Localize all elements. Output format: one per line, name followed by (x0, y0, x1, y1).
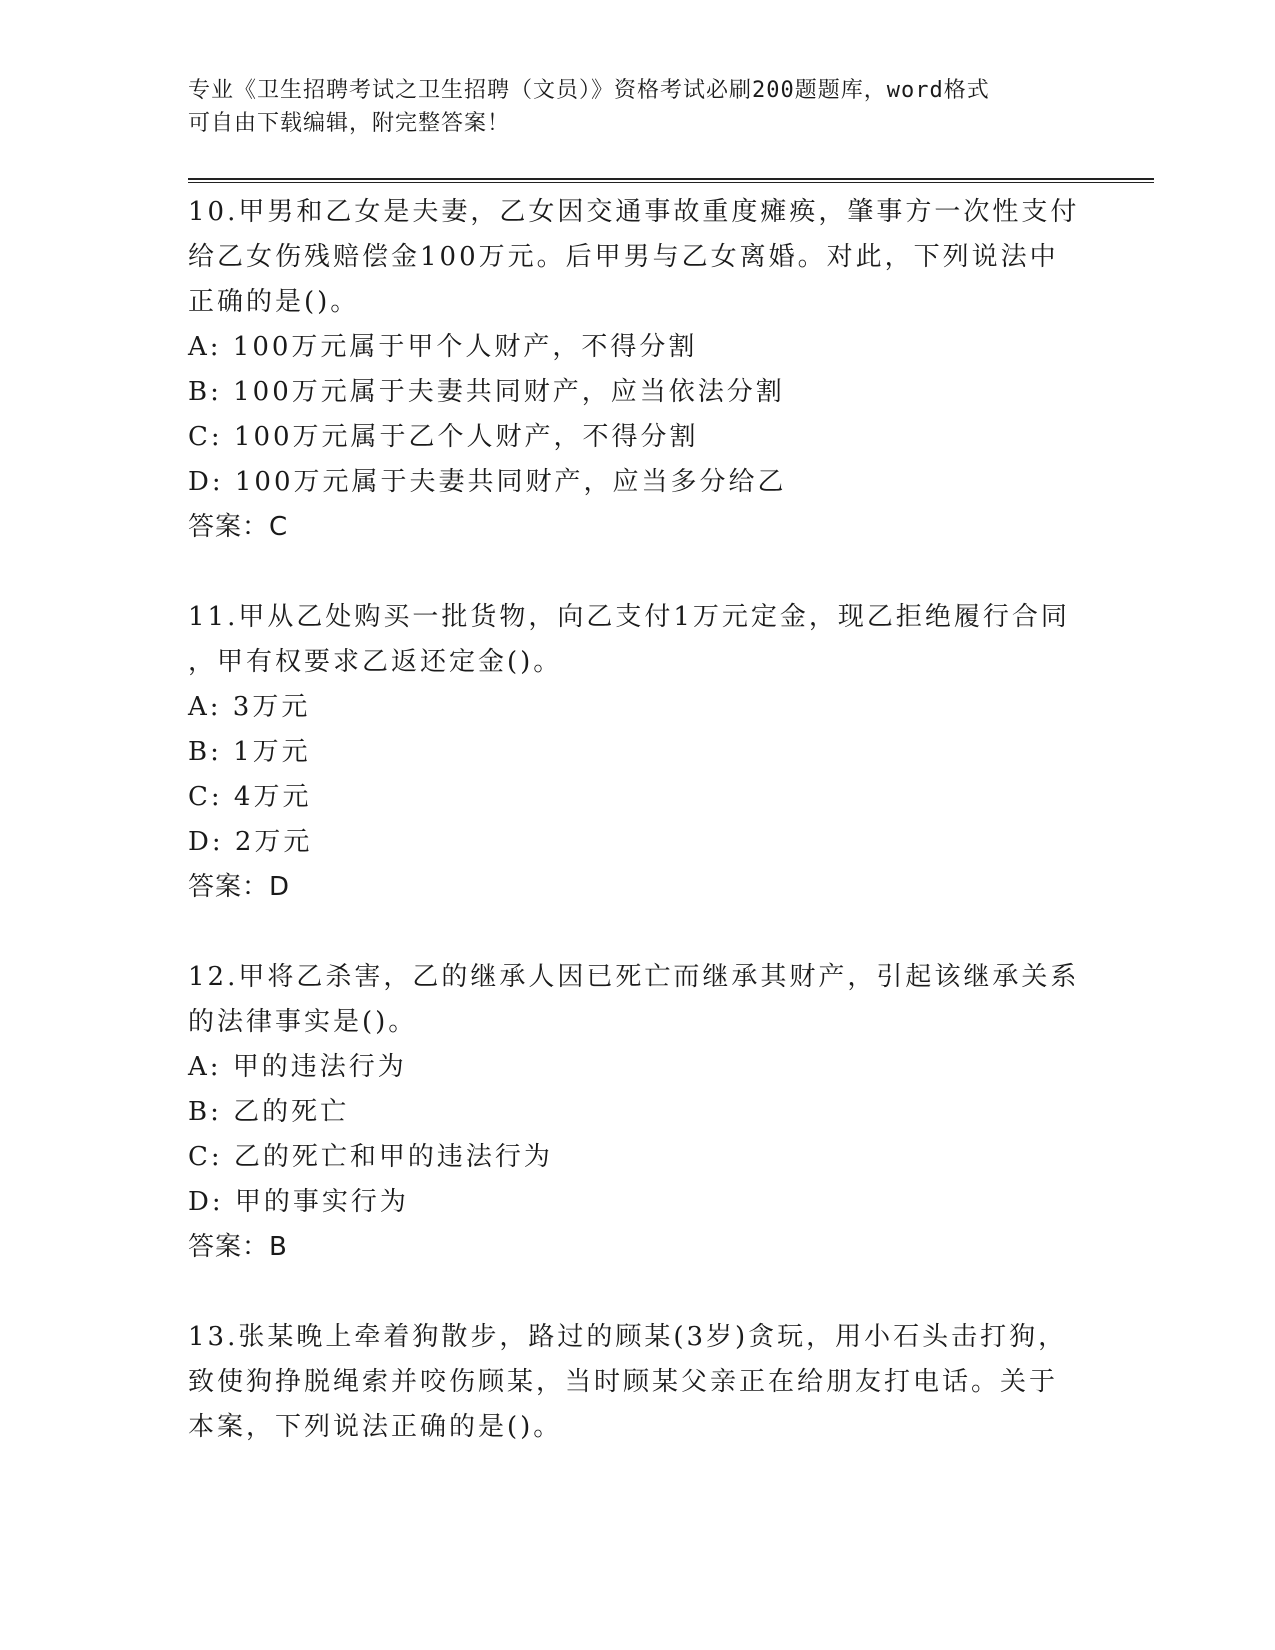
question-stem-line: 13.张某晚上牵着狗散步，路过的顾某(3岁)贪玩，用小石头击打狗， (188, 1322, 1068, 1352)
option-d: D: 甲的事实行为 (188, 1187, 409, 1217)
question-spacer (188, 550, 1088, 595)
question-spacer (188, 1270, 1088, 1315)
option-b: B: 1万元 (188, 737, 311, 767)
header-line-2: 可自由下载编辑，附完整答案！ (188, 111, 511, 136)
option-c: C: 乙的死亡和甲的违法行为 (188, 1142, 553, 1172)
question-stem-line: 10.甲男和乙女是夫妻，乙女因交通事故重度瘫痪，肇事方一次性支付 (188, 197, 1080, 227)
option-c: C: 100万元属于乙个人财产，不得分割 (188, 422, 699, 452)
question-10 (188, 190, 1088, 550)
question-stem-line: 的法律事实是()。 (188, 1007, 418, 1037)
header-divider (188, 178, 1154, 183)
question-stem-line: 正确的是()。 (188, 287, 360, 317)
question-11 (188, 595, 1088, 910)
option-d: D: 100万元属于夫妻共同财产，应当多分给乙 (188, 467, 787, 497)
question-stem-line: 给乙女伤残赔偿金100万元。后甲男与乙女离婚。对此，下列说法中 (188, 242, 1059, 272)
option-d: D: 2万元 (188, 827, 313, 857)
question-stem-line: 11.甲从乙处购买一批货物，向乙支付1万元定金，现乙拒绝履行合同 (188, 602, 1070, 632)
question-13 (188, 1315, 1088, 1450)
option-a: A: 100万元属于甲个人财产，不得分割 (188, 332, 698, 362)
answer-line: 答案：D (188, 872, 291, 902)
answer-line: 答案：B (188, 1232, 288, 1262)
option-b: B: 100万元属于夫妻共同财产，应当依法分割 (188, 377, 785, 407)
option-b: B: 乙的死亡 (188, 1097, 350, 1127)
question-stem-line: 12.甲将乙杀害，乙的继承人因已死亡而继承其财产，引起该继承关系 (188, 962, 1080, 992)
header-line-1: 专业《卫生招聘考试之卫生招聘（文员）》资格考试必刷200题题库，word格式 (188, 78, 990, 103)
question-list (188, 190, 1088, 1450)
question-12 (188, 955, 1088, 1270)
answer-line: 答案：C (188, 512, 289, 542)
option-a: A: 3万元 (188, 692, 311, 722)
question-spacer (188, 910, 1088, 955)
question-stem-line: 本案，下列说法正确的是()。 (188, 1412, 563, 1442)
question-stem-line: ，甲有权要求乙返还定金()。 (188, 647, 563, 677)
document-header (188, 74, 1078, 140)
option-a: A: 甲的违法行为 (188, 1052, 407, 1082)
option-c: C: 4万元 (188, 782, 312, 812)
question-stem-line: 致使狗挣脱绳索并咬伤顾某，当时顾某父亲正在给朋友打电话。关于 (188, 1367, 1059, 1397)
